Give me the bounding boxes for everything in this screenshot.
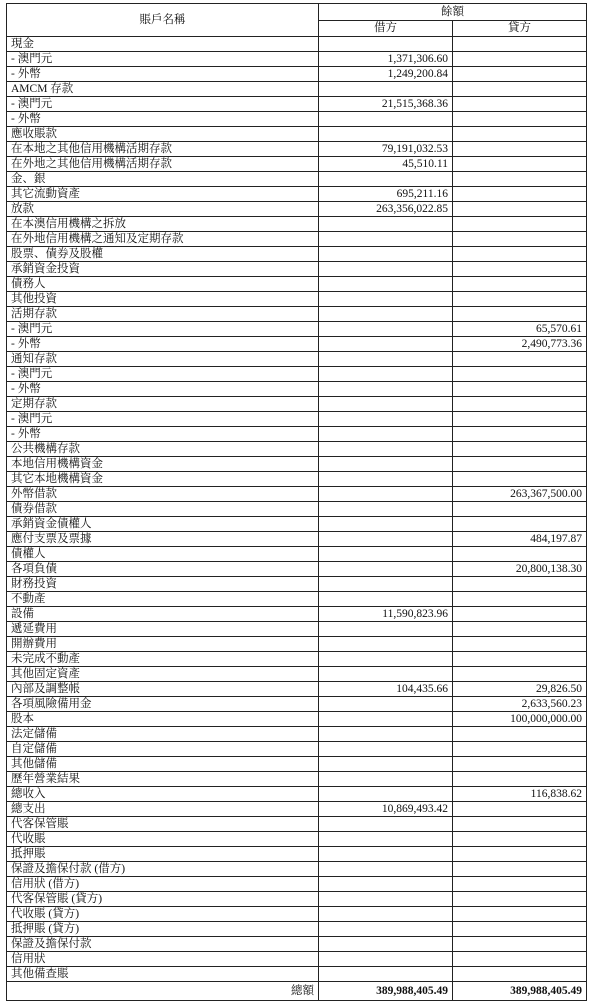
table-row [7,907,587,922]
table-row [7,967,587,982]
table-row [7,187,587,202]
debit-cell: 263,356,022.85 [319,202,453,217]
account-name-cell: 在本地之其他信用機構活期存款 [7,142,319,157]
account-name-cell: 通知存款 [7,352,319,367]
table-row [7,382,587,397]
table-row [7,682,587,697]
header-account-name: 賬戶名稱 [7,4,319,37]
account-name-cell: 保證及擔保付款 [7,937,319,952]
credit-cell [453,907,587,922]
table-row [7,922,587,937]
debit-cell [319,442,453,457]
debit-cell [319,292,453,307]
debit-cell [319,472,453,487]
debit-cell [319,352,453,367]
debit-cell [319,562,453,577]
credit-cell [453,217,587,232]
account-name-cell: 外幣借款 [7,487,319,502]
account-name-cell: 其他固定資產 [7,667,319,682]
credit-cell [453,517,587,532]
credit-cell [453,37,587,52]
account-name-cell: - 澳門元 [7,97,319,112]
credit-cell [453,577,587,592]
table-row [7,97,587,112]
credit-cell [453,832,587,847]
account-name-cell: AMCM 存款 [7,82,319,97]
credit-cell: 65,570.61 [453,322,587,337]
debit-cell [319,487,453,502]
credit-cell: 20,800,138.30 [453,562,587,577]
total-debit: 389,988,405.49 [319,982,453,1001]
credit-cell [453,457,587,472]
credit-cell [453,472,587,487]
credit-cell [453,502,587,517]
table-row [7,217,587,232]
table-row [7,862,587,877]
table-row [7,667,587,682]
credit-cell [453,172,587,187]
credit-cell: 2,490,773.36 [453,337,587,352]
trial-balance-table [6,3,587,1001]
credit-cell [453,307,587,322]
table-row [7,442,587,457]
credit-cell [453,922,587,937]
account-name-cell: 債務人 [7,277,319,292]
account-name-cell: 在外地之其他信用機構活期存款 [7,157,319,172]
table-row [7,592,587,607]
account-name-cell: 抵押賬 (貸方) [7,922,319,937]
account-name-cell: 承銷資金投資 [7,262,319,277]
table-row [7,112,587,127]
debit-cell [319,547,453,562]
debit-cell [319,127,453,142]
table-row [7,697,587,712]
account-name-cell: 保證及擔保付款 (借方) [7,862,319,877]
header-debit: 借方 [319,20,453,37]
credit-cell [453,622,587,637]
debit-cell [319,847,453,862]
debit-cell [319,172,453,187]
account-name-cell: 開辦費用 [7,637,319,652]
debit-cell [319,232,453,247]
table-row [7,772,587,787]
debit-cell: 104,435.66 [319,682,453,697]
header-row-top [7,4,587,21]
debit-cell [319,457,453,472]
debit-cell [319,532,453,547]
table-row [7,37,587,52]
credit-cell [453,757,587,772]
account-name-cell: 代客保管賬 [7,817,319,832]
table-row [7,322,587,337]
debit-cell [319,907,453,922]
debit-cell [319,892,453,907]
debit-cell [319,667,453,682]
table-row [7,502,587,517]
debit-cell [319,322,453,337]
debit-cell [319,517,453,532]
table-row [7,67,587,82]
debit-cell [319,367,453,382]
table-row [7,247,587,262]
table-row [7,742,587,757]
account-name-cell: 在本澳信用機構之拆放 [7,217,319,232]
table-row [7,397,587,412]
debit-cell [319,772,453,787]
debit-cell [319,262,453,277]
account-name-cell: 法定儲備 [7,727,319,742]
account-name-cell: 公共機構存款 [7,442,319,457]
table-row [7,472,587,487]
total-row [7,982,587,1001]
credit-cell [453,97,587,112]
table-row [7,637,587,652]
account-name-cell: 在外地信用機構之通知及定期存款 [7,232,319,247]
credit-cell [453,727,587,742]
account-name-cell: 代客保管賬 (貸方) [7,892,319,907]
credit-cell: 484,197.87 [453,532,587,547]
account-name-cell: - 外幣 [7,67,319,82]
account-name-cell: 總收入 [7,787,319,802]
total-label: 總額 [7,982,319,1001]
credit-cell [453,952,587,967]
table-row [7,757,587,772]
credit-cell [453,232,587,247]
credit-cell [453,847,587,862]
table-row [7,577,587,592]
credit-cell [453,112,587,127]
debit-cell [319,112,453,127]
credit-cell [453,127,587,142]
account-name-cell: 其他投資 [7,292,319,307]
credit-cell [453,202,587,217]
credit-cell [453,262,587,277]
account-name-cell: 歷年營業結果 [7,772,319,787]
debit-cell [319,37,453,52]
table-row [7,457,587,472]
table-row [7,412,587,427]
debit-cell: 1,371,306.60 [319,52,453,67]
credit-cell [453,967,587,982]
debit-cell [319,397,453,412]
account-name-cell: 其它本地機構資金 [7,472,319,487]
debit-cell [319,952,453,967]
debit-cell [319,742,453,757]
credit-cell [453,442,587,457]
debit-cell: 79,191,032.53 [319,142,453,157]
account-name-cell: 債券借款 [7,502,319,517]
table-body [7,37,587,982]
credit-cell [453,52,587,67]
table-row [7,622,587,637]
debit-cell [319,82,453,97]
table-row [7,427,587,442]
account-name-cell: 其它流動資產 [7,187,319,202]
debit-cell [319,337,453,352]
table-row [7,712,587,727]
credit-cell [453,862,587,877]
table-row [7,652,587,667]
credit-cell: 116,838.62 [453,787,587,802]
debit-cell [319,877,453,892]
table-row [7,877,587,892]
account-name-cell: 股票、債券及股權 [7,247,319,262]
credit-cell [453,277,587,292]
debit-cell [319,277,453,292]
account-name-cell: - 澳門元 [7,367,319,382]
credit-cell [453,247,587,262]
debit-cell [319,712,453,727]
debit-cell [319,577,453,592]
account-name-cell: 承銷資金債權人 [7,517,319,532]
table-row [7,157,587,172]
debit-cell: 21,515,368.36 [319,97,453,112]
credit-cell [453,937,587,952]
account-name-cell: 活期存款 [7,307,319,322]
table-row [7,172,587,187]
account-name-cell: 代收賬 (貸方) [7,907,319,922]
account-name-cell: 各項負債 [7,562,319,577]
header-credit: 貸方 [453,20,587,37]
total-credit: 389,988,405.49 [453,982,587,1001]
credit-cell [453,547,587,562]
table-row [7,937,587,952]
table-row [7,517,587,532]
header-balance: 餘額 [319,4,587,21]
account-name-cell: 抵押賬 [7,847,319,862]
account-name-cell: 內部及調整帳 [7,682,319,697]
table-row [7,232,587,247]
credit-cell [453,592,587,607]
account-name-cell: 放款 [7,202,319,217]
table-row [7,262,587,277]
credit-cell: 100,000,000.00 [453,712,587,727]
table-row [7,352,587,367]
table-row [7,337,587,352]
account-name-cell: 自定儲備 [7,742,319,757]
account-name-cell: 信用狀 (借方) [7,877,319,892]
credit-cell [453,652,587,667]
credit-cell: 29,826.50 [453,682,587,697]
credit-cell [453,292,587,307]
debit-cell [319,817,453,832]
account-name-cell: - 澳門元 [7,322,319,337]
table-row [7,787,587,802]
table-row [7,142,587,157]
account-name-cell: 設備 [7,607,319,622]
credit-cell [453,382,587,397]
credit-cell [453,607,587,622]
debit-cell [319,637,453,652]
credit-cell [453,637,587,652]
account-name-cell: 其他儲備 [7,757,319,772]
table-row [7,307,587,322]
credit-cell [453,82,587,97]
debit-cell [319,922,453,937]
account-name-cell: 債權人 [7,547,319,562]
table-row [7,607,587,622]
account-name-cell: 定期存款 [7,397,319,412]
debit-cell [319,217,453,232]
account-name-cell: - 澳門元 [7,412,319,427]
credit-cell [453,157,587,172]
table-row [7,802,587,817]
account-name-cell: - 澳門元 [7,52,319,67]
account-name-cell: 應收賬款 [7,127,319,142]
debit-cell [319,697,453,712]
account-name-cell: 財務投資 [7,577,319,592]
table-row [7,487,587,502]
credit-cell [453,742,587,757]
debit-cell: 11,590,823.96 [319,607,453,622]
debit-cell [319,832,453,847]
table-row [7,832,587,847]
credit-cell [453,817,587,832]
credit-cell [453,187,587,202]
debit-cell [319,757,453,772]
table-row [7,367,587,382]
account-name-cell: 未完成不動產 [7,652,319,667]
credit-cell: 263,367,500.00 [453,487,587,502]
credit-cell [453,352,587,367]
debit-cell: 45,510.11 [319,157,453,172]
debit-cell: 1,249,200.84 [319,67,453,82]
credit-cell [453,142,587,157]
debit-cell [319,412,453,427]
debit-cell [319,382,453,397]
debit-cell [319,787,453,802]
table-row [7,817,587,832]
account-name-cell: - 外幣 [7,112,319,127]
debit-cell [319,592,453,607]
table-row [7,547,587,562]
table-row [7,727,587,742]
debit-cell [319,427,453,442]
credit-cell [453,397,587,412]
account-name-cell: 遞延費用 [7,622,319,637]
debit-cell: 10,869,493.42 [319,802,453,817]
table-row [7,52,587,67]
account-name-cell: 其他備查賬 [7,967,319,982]
account-name-cell: - 外幣 [7,382,319,397]
account-name-cell: 代收賬 [7,832,319,847]
credit-cell [453,772,587,787]
credit-cell [453,367,587,382]
credit-cell [453,667,587,682]
credit-cell [453,877,587,892]
table-row [7,952,587,967]
account-name-cell: 各項風險備用金 [7,697,319,712]
credit-cell [453,892,587,907]
account-name-cell: 股本 [7,712,319,727]
account-name-cell: 應付支票及票據 [7,532,319,547]
table-row [7,127,587,142]
table-row [7,892,587,907]
account-name-cell: 不動產 [7,592,319,607]
table-row [7,202,587,217]
debit-cell [319,502,453,517]
account-name-cell: 金、銀 [7,172,319,187]
credit-cell [453,67,587,82]
table-row [7,82,587,97]
debit-cell [319,937,453,952]
credit-cell: 2,633,560.23 [453,697,587,712]
debit-cell [319,727,453,742]
debit-cell: 695,211.16 [319,187,453,202]
debit-cell [319,652,453,667]
table-row [7,292,587,307]
debit-cell [319,862,453,877]
trial-balance-sheet [6,3,586,1001]
debit-cell [319,307,453,322]
account-name-cell: - 外幣 [7,427,319,442]
credit-cell [453,802,587,817]
credit-cell [453,427,587,442]
table-row [7,532,587,547]
account-name-cell: - 外幣 [7,337,319,352]
debit-cell [319,622,453,637]
account-name-cell: 本地信用機構資金 [7,457,319,472]
debit-cell [319,247,453,262]
credit-cell [453,412,587,427]
table-row [7,847,587,862]
account-name-cell: 現金 [7,37,319,52]
account-name-cell: 信用狀 [7,952,319,967]
table-row [7,277,587,292]
table-row [7,562,587,577]
debit-cell [319,967,453,982]
account-name-cell: 總支出 [7,802,319,817]
